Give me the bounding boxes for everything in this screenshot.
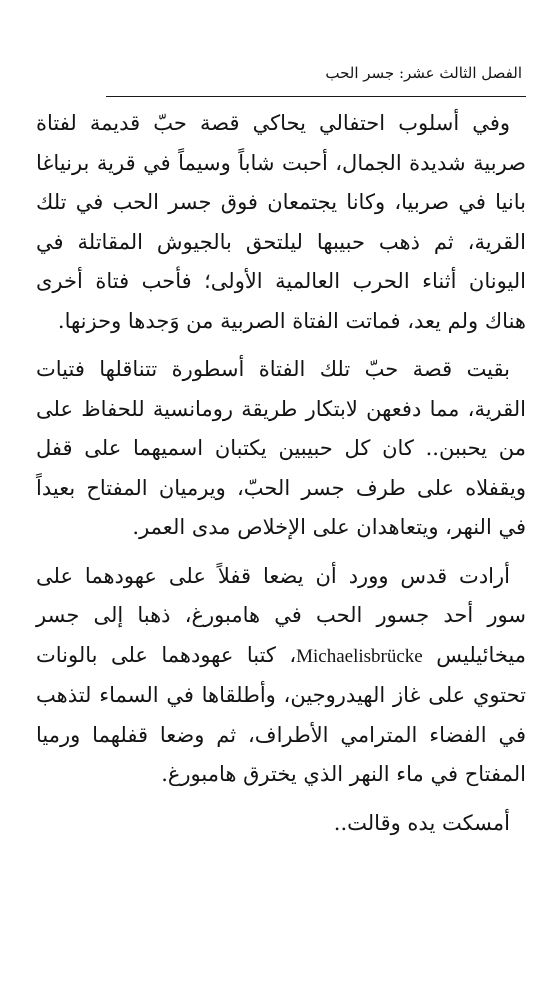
paragraph-dialogue-start: أمسكت يده وقالت.. bbox=[333, 810, 510, 835]
paragraph-serbian-legend: وفي أسلوب احتفالي يحاكي قصة حبّ قديمة لفتاة صربية شديدة الجمال، أحبت شاباً وسيماً في قرية برنياغا بانيا في صربيا، وكانا يجتمعان فوق جسر الحب في تلك القرية، ثم ذهب حبيبها ليلتحق بالجيوش المقاتلة في اليونان أثناء الحرب العالمية الأولى؛ فأحب فتاة أخرى هناك ولم يعد، فماتت الفتاة الصربية من وَجدها وحزنها. bbox=[36, 111, 526, 333]
paragraph-hamburg-text-end: ، كتبا عهودهما على بالونات تحتوي على غاز الهيدروجين، وأطلقاها في السماء لتذهب في الفضاء المترامي الأطراف، ثم وضعا قفلهما ورميا المفتاح في ماء النهر الذي يخترق هامبورغ. bbox=[36, 642, 526, 786]
body-text bbox=[36, 104, 526, 843]
paragraph-hamburg-bridge bbox=[36, 557, 526, 795]
bridge-name-latin: Michaelisbrücke bbox=[296, 645, 423, 667]
paragraph-love-locks: بقيت قصة حبّ تلك الفتاة أسطورة تتناقلها فتيات القرية، مما دفعهن لابتكار طريقة رومانسية للحفاظ على من يحببن.. كان كل حبيبين يكتبان اسميهما على قفل ويقفلاه على طرف جسر الحبّ، ويرميان المفتاح بعيداً في النهر، ويتعاهدان على الإخلاص مدى العمر. bbox=[36, 357, 526, 539]
paragraph-hamburg-text-start: أرادت قدس وورد أن يضعا قفلاً على عهودهما على سور أحد جسور الحب في هامبورغ، ذهبا إلى جسر ميخائيليس bbox=[36, 563, 526, 667]
header-divider bbox=[106, 96, 526, 97]
running-header: الفصل الثالث عشر: جسر الحب bbox=[325, 64, 522, 82]
